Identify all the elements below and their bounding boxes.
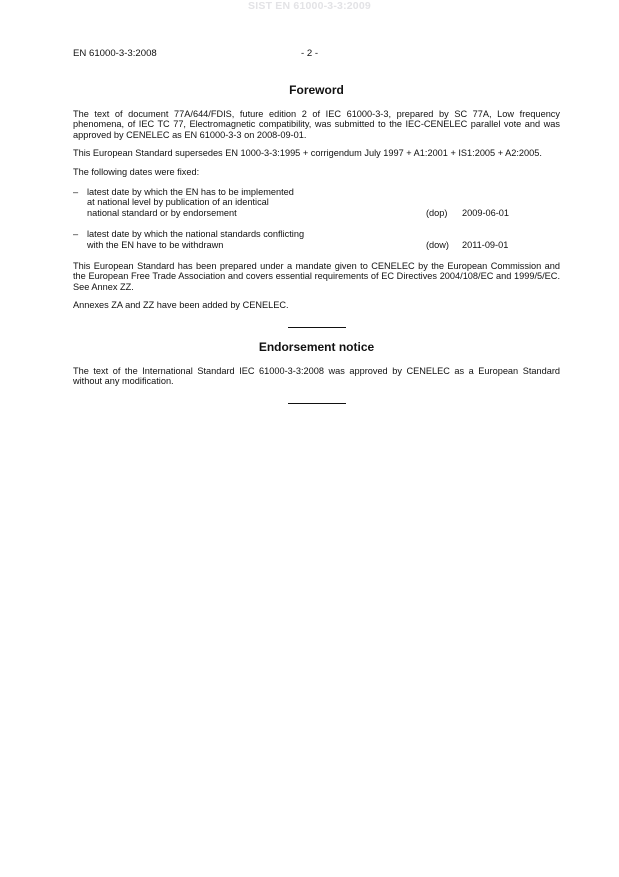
date-description xyxy=(87,229,426,250)
date-item-dow xyxy=(73,229,560,250)
date-description-line: national standard or by endorsement xyxy=(87,207,237,218)
section-divider xyxy=(288,403,346,404)
foreword-paragraph: This European Standard supersedes EN 1000-3-3:1995 + corrigendum July 1997 + A1:2001 + IS1:2005 + A2:2005. xyxy=(73,148,542,159)
date-code: (dow) xyxy=(426,239,449,250)
page-content xyxy=(73,83,560,404)
foreword-paragraph: The following dates were fixed: xyxy=(73,166,200,177)
date-value: 2011-09-01 xyxy=(462,239,509,250)
date-description xyxy=(87,187,426,218)
foreword-paragraph: The text of document 77A/644/FDIS, future edition 2 of IEC 61000-3-3, prepared by SC 77A, Low frequency phenomena, of IEC TC 77, Electromagnetic compatibility, was submitted to the IEC-CENELEC parallel vote and was approved by CENELEC as EN 61000-3-3 on 2008-09-01. xyxy=(73,109,560,140)
date-value: 2009-06-01 xyxy=(462,207,509,218)
list-dash: – xyxy=(73,229,79,240)
date-item-dop xyxy=(73,187,560,218)
watermark: SIST EN 61000-3-3:2009 xyxy=(248,0,371,12)
foreword-paragraph: This European Standard has been prepared under a mandate given to CENELEC by the European Commission and the European Free Trade Association and covers essential requirements of EC Directives 2004/108/EC and 1999/5/EC. See Annex ZZ. xyxy=(73,261,560,292)
list-dash: – xyxy=(73,187,79,198)
document-id: EN 61000-3-3:2008 xyxy=(73,48,157,59)
foreword-paragraph: Annexes ZA and ZZ have been added by CENELEC. xyxy=(73,300,289,311)
foreword-title: Foreword xyxy=(289,83,344,97)
date-description-line: with the EN have to be withdrawn xyxy=(87,239,224,250)
endorsement-text: The text of the International Standard IEC 61000-3-3:2008 was approved by CENELEC as a European Standard without any modification. xyxy=(73,365,560,387)
endorsement-title: Endorsement notice xyxy=(258,339,375,354)
page-number: - 2 - xyxy=(300,48,319,59)
date-description-line: latest date by which the EN has to be implemented xyxy=(87,187,294,198)
section-divider xyxy=(288,327,346,328)
date-description-line: latest date by which the national standards conflicting xyxy=(87,229,305,240)
date-description-line: at national level by publication of an identical xyxy=(87,197,269,208)
date-code: (dop) xyxy=(426,207,448,218)
dates-list xyxy=(73,187,560,250)
